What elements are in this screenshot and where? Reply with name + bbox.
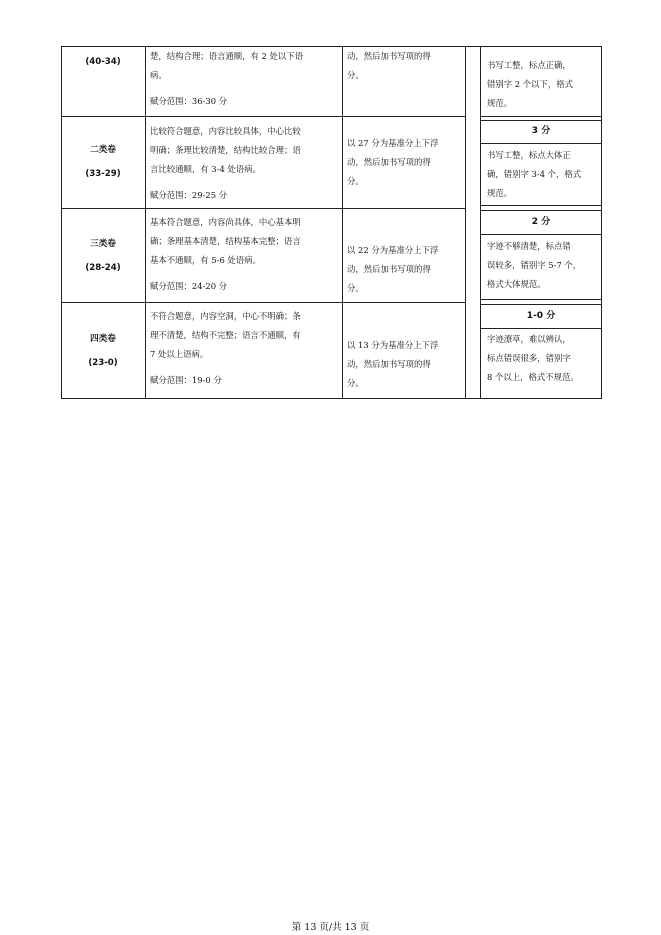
baseline-line: 分。: [347, 70, 364, 80]
baseline-line: 动，然后加书写项的得: [347, 264, 431, 274]
handwriting-line: 误较多，错别字 5-7 个，: [487, 260, 582, 270]
handwriting-line: 错别字 2 个以下，格式: [487, 79, 574, 89]
score-range-2: 赋分范围：29-25 分: [150, 190, 228, 200]
handwriting-box-line: [480, 210, 601, 211]
criteria-line: 确；条理基本清楚，结构基本完整；语言: [150, 236, 301, 246]
handwriting-box-line: [480, 143, 601, 144]
score-range-3: 赋分范围：24-20 分: [150, 281, 228, 291]
handwriting-score-3: 2 分: [531, 217, 551, 227]
baseline-note-2: [347, 134, 463, 191]
handwriting-box-line: [480, 116, 601, 117]
criteria-line: 明确；条理比较清楚，结构比较合理；语: [150, 145, 301, 155]
table-border-bottom: [61, 398, 602, 399]
baseline-line: 分。: [347, 378, 364, 388]
criteria-line: 楚，结构合理；语言通顺，有 2 处以下语: [150, 51, 304, 61]
handwriting-line: 标点错误很多，错别字: [487, 353, 571, 363]
grade-range-1: (40-34): [85, 57, 121, 67]
handwriting-criteria-2: [487, 146, 599, 203]
baseline-line: 以 13 分为基准分上下浮: [347, 340, 439, 350]
baseline-line: 分。: [347, 176, 364, 186]
grade-label-4: 四类卷: [90, 334, 116, 344]
handwriting-score-2: 3 分: [531, 126, 551, 136]
baseline-line: 分。: [347, 283, 364, 293]
handwriting-line: 字迹不够清楚，标点错: [487, 241, 571, 251]
handwriting-box-line: [480, 205, 601, 206]
grade-label-2: 二类卷: [90, 145, 116, 155]
baseline-note-3: [347, 241, 463, 298]
score-range-1: 赋分范围：36-30 分: [150, 96, 228, 106]
baseline-note-4: [347, 336, 463, 393]
content-criteria-4: [150, 307, 340, 390]
criteria-line: 基本不通顺，有 5-6 处语病。: [150, 255, 261, 265]
grade-label-3: 三类卷: [90, 239, 116, 249]
content-criteria-1: [150, 47, 340, 111]
handwriting-line: 规范。: [487, 188, 513, 198]
handwriting-line: 格式大体规范。: [487, 279, 546, 289]
row-divider: [61, 302, 465, 303]
handwriting-box-line: [480, 304, 601, 305]
handwriting-box-line: [480, 120, 601, 121]
content-criteria-3: [150, 213, 340, 296]
baseline-line: 动，然后加书写项的得: [347, 157, 431, 167]
score-range-4: 赋分范围：19-0 分: [150, 375, 222, 385]
handwriting-criteria-1: [487, 56, 599, 113]
baseline-line: 以 22 分为基准分上下浮: [347, 245, 439, 255]
criteria-line: 病。: [150, 70, 167, 80]
column-divider: [465, 46, 466, 399]
criteria-line: 理不清楚，结构不完整；语言不通顺，有: [150, 330, 301, 340]
page-footer: 第 13 页/共 13 页: [291, 922, 370, 933]
row-divider: [61, 116, 465, 117]
handwriting-box-line: [480, 234, 601, 235]
column-divider: [145, 46, 146, 399]
baseline-line: 以 27 分为基准分上下浮: [347, 138, 439, 148]
criteria-line: 不符合题意，内容空洞，中心不明确；条: [150, 311, 301, 321]
row-divider: [61, 208, 465, 209]
grade-range-3: (28-24): [85, 263, 121, 273]
handwriting-criteria-4: [487, 330, 599, 387]
baseline-note-1: [347, 47, 463, 85]
handwriting-line: 8 个以上，格式不规范。: [487, 372, 579, 382]
handwriting-score-4: 1-0 分: [526, 311, 556, 321]
handwriting-line: 书写工整，标点正确，: [487, 60, 571, 70]
grade-range-2: (33-29): [85, 169, 121, 179]
handwriting-criteria-3: [487, 237, 599, 294]
handwriting-line: 规范。: [487, 98, 513, 108]
content-criteria-2: [150, 122, 340, 205]
handwriting-line: 书写工整，标点大体正: [487, 150, 571, 160]
handwriting-line: 字迹潦草，难以辨认，: [487, 334, 571, 344]
criteria-line: 比较符合题意，内容比较具体，中心比较: [150, 126, 301, 136]
handwriting-box-line: [480, 328, 601, 329]
column-divider: [342, 46, 343, 399]
baseline-line: 动，然后加书写项的得: [347, 51, 431, 61]
handwriting-box-line: [480, 299, 601, 300]
criteria-line: 基本符合题意，内容尚具体，中心基本明: [150, 217, 301, 227]
grade-range-4: (23-0): [88, 358, 118, 368]
handwriting-line: 确，错别字 3-4 个，格式: [487, 169, 582, 179]
criteria-line: 7 处以上语病。: [150, 349, 209, 359]
table-border-right: [601, 46, 602, 399]
baseline-line: 动，然后加书写项的得: [347, 359, 431, 369]
criteria-line: 言比较通顺，有 3-4 处语病。: [150, 164, 261, 174]
